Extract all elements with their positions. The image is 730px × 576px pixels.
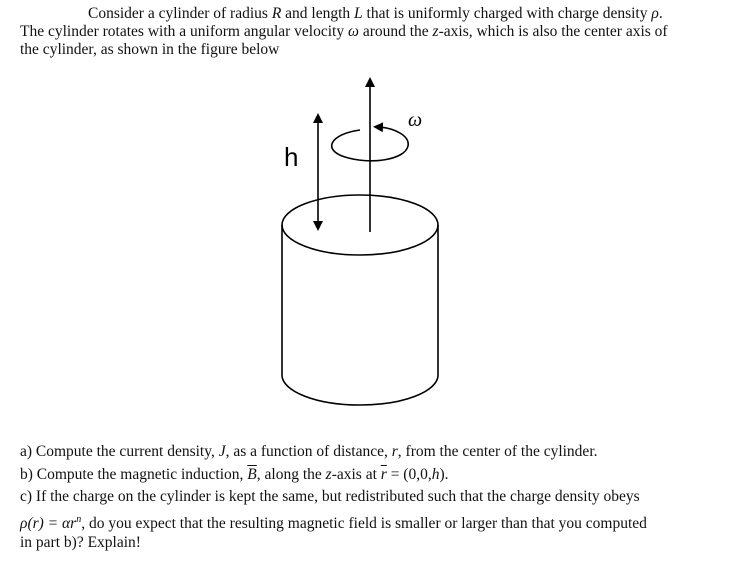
- intro-line-2: The cylinder rotates with a uniform angular velocity ω around the z-axis, which is also the center axis of: [20, 23, 668, 40]
- omega-label: ω: [408, 109, 423, 131]
- question-c-line-3: in part b)? Explain!: [20, 534, 141, 551]
- intro-line-1: Consider a cylinder of radius R and length L that is uniformly charged with charge density ρ.: [88, 5, 663, 22]
- question-b: b) Compute the magnetic induction, $\overline{B}$, along the z-axis at $\overline{r} = (0,0,h)$.: [20, 466, 449, 483]
- question-c-line-2: $\rho(r) = \alpha r^n$, do you expect that the resulting magnetic field is smaller or larger than that you computed: [20, 514, 647, 533]
- cylinder-bottom: [282, 375, 438, 405]
- h-label: h: [284, 142, 299, 172]
- intro-line-3: the cylinder, as shown in the figure below: [20, 41, 280, 58]
- question-a: a) Compute the current density, J, as a function of distance, r, from the center of the cylinder.: [20, 443, 598, 460]
- question-c-line-1: c) If the charge on the cylinder is kept the same, but redistributed such that the charge density obeys: [20, 488, 640, 505]
- cylinder-top: [282, 195, 438, 255]
- cylinder: [282, 195, 438, 405]
